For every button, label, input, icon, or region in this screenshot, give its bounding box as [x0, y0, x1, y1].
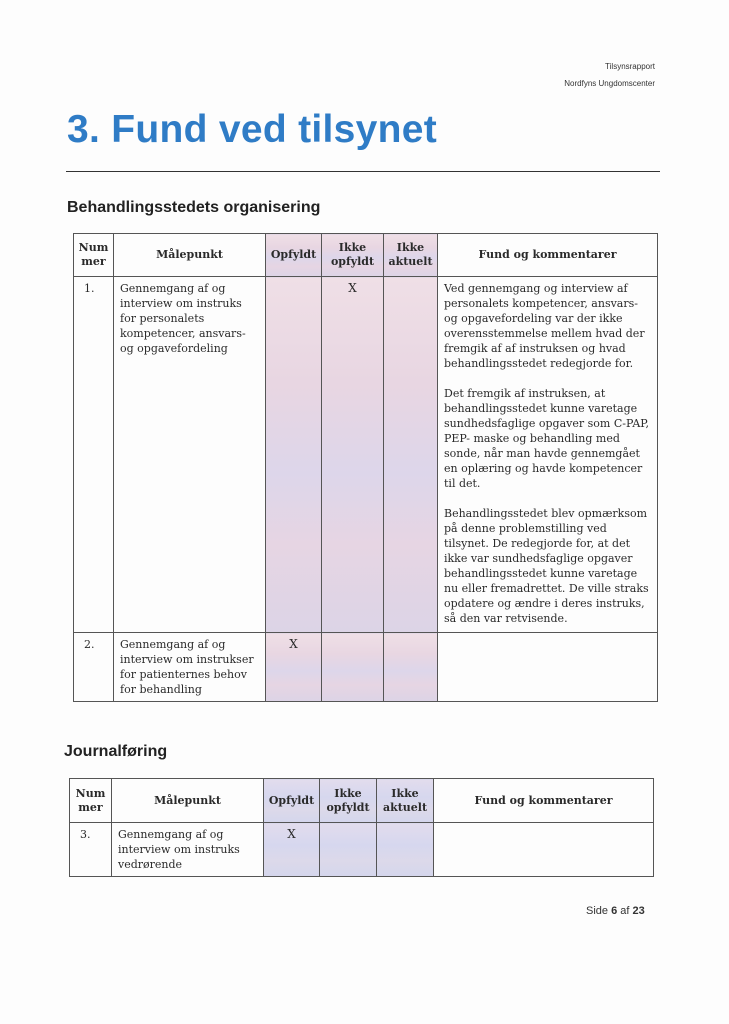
table-header-row	[70, 779, 654, 823]
table-row	[74, 633, 658, 702]
title-divider	[66, 171, 660, 172]
page-total: 23	[632, 905, 645, 917]
row-ikke-opfyldt-mark: X	[322, 277, 384, 633]
row-maalepunkt: Gennemgang af og interview om instrukser for patienternes behov for behandling	[114, 633, 266, 702]
col-header-maalepunkt: Målepunkt	[112, 779, 264, 823]
page-sep: af	[620, 905, 630, 917]
col-header-num: Num mer	[70, 779, 112, 823]
page-current: 6	[611, 905, 618, 917]
table-header-row	[74, 234, 658, 277]
section-title-organisering: Behandlingsstedets organisering	[67, 199, 321, 216]
page-number	[586, 905, 645, 917]
findings-table-organisering	[73, 233, 658, 702]
header-report-type: Tilsynsrapport	[605, 62, 655, 71]
col-header-ikke-aktuelt: Ikke aktuelt	[377, 779, 434, 823]
col-header-opfyldt: Opfyldt	[266, 234, 322, 277]
row-ikke-aktuelt-mark	[384, 633, 438, 702]
row-ikke-opfyldt-mark	[320, 823, 377, 877]
comment-paragraph: Ved gennemgang og interview af personalets kompetencer, ansvars- og opgavefordeling var der ikke overensstemmelse mellem hvad der fremgik af af instruksen og hvad behandlingsstedet redegjorde for.	[444, 282, 645, 370]
table-row	[74, 277, 658, 633]
row-num: 2.	[74, 633, 114, 702]
col-header-ikke-aktuelt: Ikke aktuelt	[384, 234, 438, 277]
row-num: 1.	[74, 277, 114, 633]
findings-table-journalfoering	[69, 778, 654, 877]
comment-paragraph: Behandlingsstedet blev opmærksom på denne problemstilling ved tilsynet. De redegjorde for, at det ikke var sundhedsfaglige opgaver behandlingsstedet kunne varetage nu eller fremadrettet. De ville straks opdatere og ændre i deres instruks, så den var retvisende.	[444, 507, 649, 625]
row-opfyldt-mark: X	[264, 823, 320, 877]
row-fund-comment	[434, 823, 654, 877]
table-row	[70, 823, 654, 877]
col-header-num: Num mer	[74, 234, 114, 277]
col-header-opfyldt: Opfyldt	[264, 779, 320, 823]
row-fund-comment	[438, 633, 658, 702]
row-fund-comment	[438, 277, 658, 633]
page-prefix: Side	[586, 905, 609, 917]
row-opfyldt-mark	[266, 277, 322, 633]
row-num: 3.	[70, 823, 112, 877]
row-ikke-opfyldt-mark	[322, 633, 384, 702]
row-ikke-aktuelt-mark	[377, 823, 434, 877]
row-maalepunkt: Gennemgang af og interview om instruks for personalets kompetencer, ansvars- og opgavefordeling	[114, 277, 266, 633]
col-header-ikke-opfyldt: Ikke opfyldt	[320, 779, 377, 823]
row-ikke-aktuelt-mark	[384, 277, 438, 633]
col-header-ikke-opfyldt: Ikke opfyldt	[322, 234, 384, 277]
section-title-journalfoering: Journalføring	[64, 743, 168, 760]
comment-paragraph: Det fremgik af instruksen, at behandlingsstedet kunne varetage sundhedsfaglige opgaver som C-PAP, PEP- maske og behandling med sonde, når man havde gennemgået en oplæring og havde kompetencer til det.	[444, 387, 649, 490]
row-opfyldt-mark: X	[266, 633, 322, 702]
row-maalepunkt: Gennemgang af og interview om instruks vedrørende	[112, 823, 264, 877]
page-title: 3. Fund ved tilsynet	[67, 108, 438, 151]
col-header-fund: Fund og kommentarer	[438, 234, 658, 277]
col-header-fund: Fund og kommentarer	[434, 779, 654, 823]
col-header-maalepunkt: Målepunkt	[114, 234, 266, 277]
header-institution: Nordfyns Ungdomscenter	[564, 79, 655, 88]
